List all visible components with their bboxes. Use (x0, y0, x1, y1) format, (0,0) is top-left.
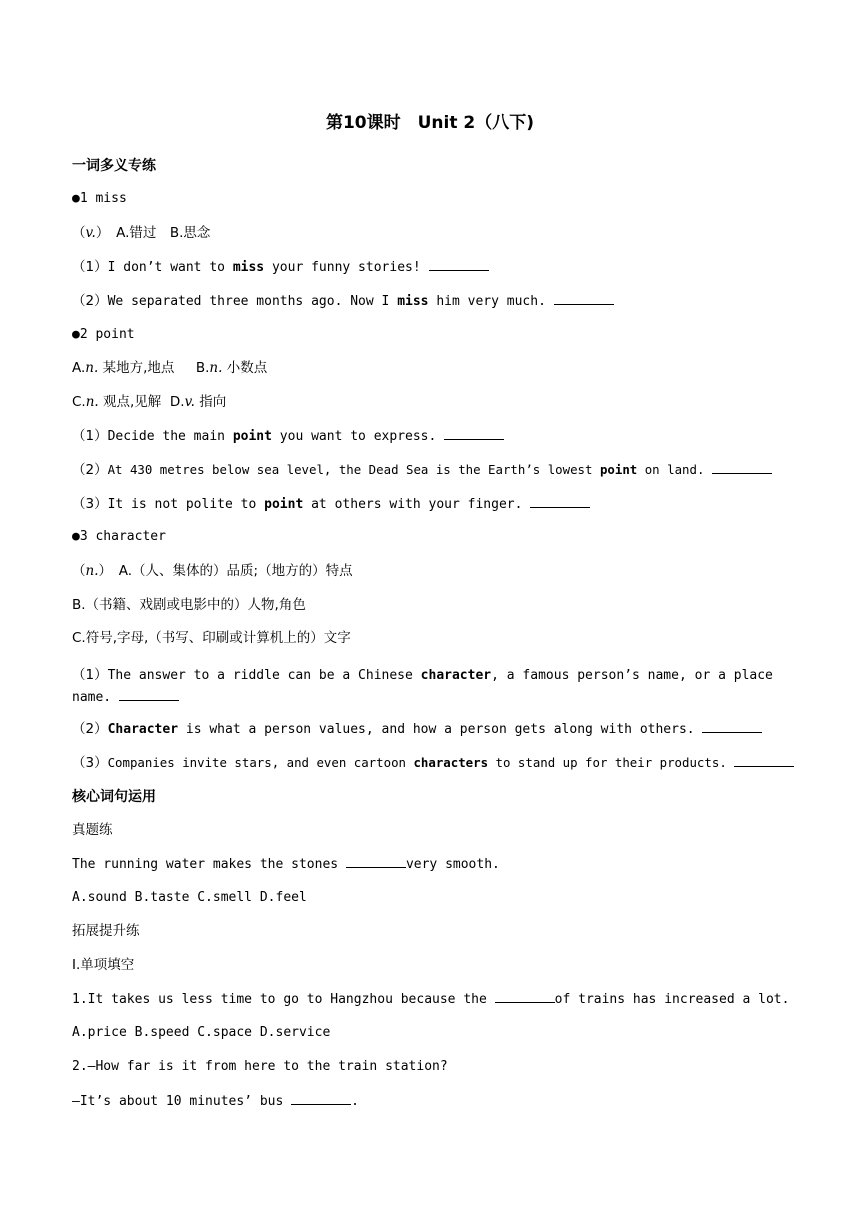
question-number: （1） (72, 428, 108, 444)
option-letter: B. (195, 360, 210, 376)
question-1 (72, 990, 789, 1009)
question-character-3 (72, 754, 794, 772)
point-meanings-ab (72, 359, 267, 377)
question-text: is what a person values, and how a person gets along with others. (178, 722, 703, 737)
question-text: on land. (637, 462, 712, 477)
keyword: characters (413, 755, 489, 770)
pos-tag: n. (85, 563, 99, 579)
answer-blank[interactable] (429, 258, 489, 271)
question-text: Decide the main (107, 429, 233, 444)
question-text: you want to express. (271, 429, 445, 444)
miss-meanings: （v.） A.错过 B.思念 (72, 225, 211, 241)
question-text: —It’s about 10 minutes’ bus (72, 1094, 292, 1109)
meaning-text: 指向 (194, 394, 227, 410)
option-letter: C. (72, 394, 86, 410)
question-text: to stand up for their products. (488, 755, 735, 770)
pos-tag: n. (85, 394, 99, 410)
question-2-line1: 2.—How far is it from here to the train station? (72, 1059, 448, 1074)
part-heading: Ⅰ.单项填空 (72, 957, 135, 973)
question-character-2 (72, 720, 762, 739)
answer-blank[interactable] (119, 688, 179, 701)
question-text: We separated three months ago. Now I (107, 294, 398, 309)
question-text: of trains has increased a lot. (554, 992, 790, 1007)
meaning-text: A.（人、集体的）品质;（地方的）特点 (118, 563, 353, 579)
question-number: （3） (72, 496, 108, 512)
keyword: point (232, 429, 272, 444)
options-exam: A.sound B.taste C.smell D.feel (72, 890, 307, 905)
question-miss-1 (72, 258, 489, 277)
answer-blank[interactable] (702, 720, 762, 733)
keyword: point (264, 497, 304, 512)
question-point-2 (72, 461, 772, 479)
question-text: . (351, 1094, 359, 1109)
character-meaning-a: （n.） A.（人、集体的）品质;（地方的）特点 (72, 563, 353, 579)
answer-blank[interactable] (444, 427, 504, 440)
point-meanings-cd (72, 393, 226, 411)
options-1: A.price B.speed C.space D.service (72, 1025, 331, 1040)
question-number: （2） (72, 462, 108, 478)
question-text: at others with your finger. (303, 497, 531, 512)
meaning-text: 小数点 (222, 360, 268, 376)
keyword: point (599, 462, 638, 477)
answer-blank[interactable] (291, 1092, 351, 1105)
word-label-miss: ●1 miss (72, 191, 127, 206)
question-number: （3） (72, 755, 108, 771)
question-miss-2 (72, 292, 614, 311)
question-text: The answer to a riddle can be a Chinese (107, 668, 421, 683)
meaning-text: 某地方,地点 (98, 360, 175, 376)
word-label-character: ●3 character (72, 529, 166, 544)
answer-blank[interactable] (530, 495, 590, 508)
word-label-point: ●2 point (72, 327, 135, 342)
pos-tag: v. (184, 394, 195, 410)
question-character-1 (72, 664, 790, 709)
question-text: , a famous person’s name, or a place name. (72, 668, 773, 705)
question-number: （1） (72, 667, 108, 683)
option-letter: D. (169, 394, 185, 410)
question-point-3 (72, 495, 590, 514)
section-heading-polysemy: 一词多义专练 (72, 158, 156, 174)
answer-blank[interactable] (554, 292, 614, 305)
pos-tag: n. (209, 360, 223, 376)
question-number: （2） (72, 293, 108, 309)
question-text: very smooth. (405, 857, 500, 872)
keyword: miss (232, 260, 265, 275)
question-point-1 (72, 427, 504, 446)
pos-tag: v. (85, 225, 96, 241)
answer-blank[interactable] (712, 461, 772, 474)
question-text: I don’t want to (107, 260, 233, 275)
subheading-extension: 拓展提升练 (72, 923, 140, 939)
question-text: The running water makes the stones (72, 857, 346, 872)
meanings-text: A.错过 B.思念 (116, 225, 211, 241)
question-2-line2 (72, 1092, 359, 1111)
character-meaning-c: C.符号,字母,（书写、印刷或计算机上的）文字 (72, 630, 351, 646)
meaning-text: 观点,见解 (98, 394, 162, 410)
keyword: character (420, 668, 492, 683)
answer-blank[interactable] (346, 855, 406, 868)
option-letter: A. (72, 360, 86, 376)
question-text: Companies invite stars, and even cartoon (107, 755, 414, 770)
question-exam (72, 855, 500, 874)
question-text: him very much. (428, 294, 554, 309)
keyword: Character (107, 722, 179, 737)
question-text: It is not polite to (107, 497, 265, 512)
page-title: 第10课时 Unit 2（八下) (325, 113, 535, 133)
question-text: your funny stories! (264, 260, 429, 275)
subheading-real-exam: 真题练 (72, 822, 113, 838)
question-number: （2） (72, 721, 108, 737)
pos-tag: n. (85, 360, 99, 376)
character-meaning-b: B.（书籍、戏剧或电影中的）人物,角色 (72, 597, 306, 613)
answer-blank[interactable] (734, 754, 794, 767)
section-heading-core: 核心词句运用 (72, 789, 156, 805)
question-text: At 430 metres below sea level, the Dead Sea is the Earth’s lowest (107, 462, 600, 477)
question-text: 1.It takes us less time to go to Hangzhou because the (72, 992, 495, 1007)
answer-blank[interactable] (495, 990, 555, 1003)
keyword: miss (397, 294, 429, 309)
question-number: （1） (72, 259, 108, 275)
